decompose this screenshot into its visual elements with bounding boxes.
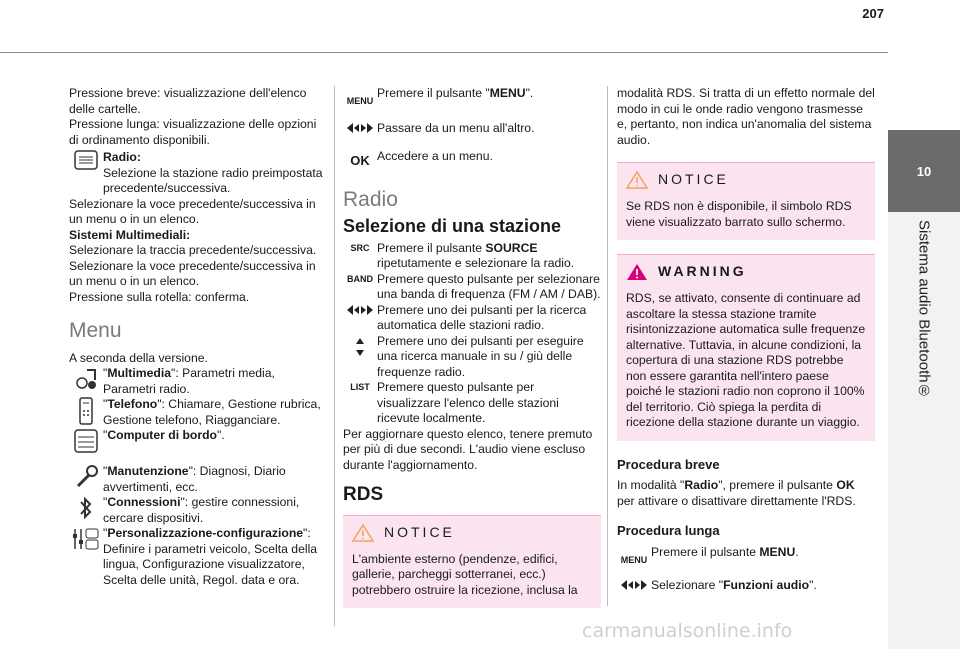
computer-label: Computer di bordo: [107, 428, 218, 442]
chapter-title: Sistema audio Bluetooth®: [915, 220, 933, 400]
manut-text: : Diagnosi, Diario avvertimenti, ecc.: [103, 464, 286, 494]
bluetooth-icon: [69, 495, 103, 521]
pers-text: : Definire i parametri veicolo, Scelta della lingua, Configurazione visualizzatore, Scelta delle unità, Regol. data e ora.: [103, 526, 318, 587]
multimedia-icon: [69, 366, 103, 392]
list-text: Premere questo pulsante per visualizzare l'elenco delle stazioni ricevute localmente.: [377, 380, 559, 425]
wheel-text: Pressione sulla rotella: conferma.: [69, 289, 250, 304]
seek-arrows-icon: [343, 303, 377, 317]
arrows-left-right-icon-2: [617, 578, 651, 592]
notice-text: L'ambiente esterno (pendenze, edifici, gallerie, parcheggi sotterranei, ecc.) potrebbero ostruire la ricezione, inclusa la: [352, 551, 578, 597]
menu-heading: Menu: [69, 319, 122, 342]
telefono-label: Telefono: [107, 397, 158, 411]
up-down-arrows-icon: [343, 334, 377, 360]
short-bold-1: Radio: [684, 478, 719, 492]
short-bold-2: OK: [836, 478, 855, 492]
src-bold: SOURCE: [485, 240, 538, 255]
warning-label: WARNING: [658, 263, 747, 280]
intro-long: Pressione lunga: visualizzazione delle opzioni di ordinamento disponibili.: [69, 117, 317, 147]
menu-button-icon-2: MENU: [620, 554, 648, 565]
short-text-a: In modalità ": [617, 478, 685, 492]
manut-label: Manutenzione: [107, 464, 189, 478]
rds-heading: RDS: [343, 484, 384, 505]
long-text-a: Premere il pulsante: [651, 544, 760, 559]
long-sel-b: ".: [809, 577, 817, 592]
radio-heading: Radio: [343, 187, 398, 211]
radio-label: Radio:: [103, 150, 141, 164]
multimedia-label: Multimedia: [107, 366, 171, 380]
phone-icon: [69, 397, 103, 425]
long-sel-bold: Funzioni audio: [723, 577, 810, 592]
multimedia-text: : Parametri media, Parametri radio.: [103, 366, 275, 396]
notice-box: [343, 515, 601, 609]
media-text: Selezionare la traccia precedente/successiva.: [69, 243, 317, 257]
long-bold: MENU: [759, 544, 796, 559]
menu-intro: A seconda della versione.: [69, 350, 208, 365]
wrench-icon: [69, 464, 103, 490]
band-button-icon: BAND: [347, 273, 373, 284]
pers-label: Personalizzazione-configurazione: [107, 526, 304, 540]
band-text: Premere questo pulsante per selezionare una banda di frequenza (FM / AM / DAB).: [377, 271, 601, 301]
notice-warning-icon: [352, 524, 374, 542]
settings-icon: [69, 526, 103, 552]
chapter-tab[interactable]: 10: [888, 130, 960, 212]
radio-text-2: Selezionare la voce precedente/successiva in un menu o in un elenco.: [69, 196, 316, 226]
list-button-icon: LIST: [350, 382, 370, 392]
telefono-text: : Chiamare, Gestione rubrica, Gestione telefono, Riagganciare.: [103, 397, 321, 427]
short-text-b: ", premere il pulsante: [718, 478, 837, 492]
header-rule: [0, 52, 888, 53]
pass-text: Passare da un menu all'altro.: [377, 121, 535, 135]
column-3: [617, 86, 875, 593]
watermark: carmanualsonline.info: [582, 620, 793, 642]
notice-text-2: Se RDS non è disponibile, il simbolo RDS viene visualizzato barrato sullo schermo.: [626, 199, 852, 229]
short-text-c: per attivare o disattivare direttamente l'RDS.: [617, 493, 856, 508]
src-text-b: ripetutamente e selezionare la radio.: [377, 256, 575, 270]
column-1: Pressione breve: visualizzazione dell'elenco delle cartelle. Pressione lunga: visualizzazione delle opzioni di ordinamento disponibili. Radio: Selezione la stazione radio preimpostata precedente/successiva. Selezionare la voce precedente/successiva in un menu o in un elenco. Sistemi Multimediali: Selezionare la traccia precedente/successiva. Selezionare la voce precedente/successiva in un menu o in un elenco. Pressione sulla rotella: conferma. Menu A seconda della versione. "Multimedia": Parametri media, Parametri radio. "Telefono": Chiamare, Gestione rubrica, Gestione telefono, Riagganciare. "Computer di bordo". "Manutenzione": Diagnosi, Diario avvertimenti, ecc. "Connessioni": gestire connessioni, cercare dispositivi. "Personalizzazione-configurazione": Definire i parametri veicolo, Scelta della lingua, Configurazione visualizzatore, Scelta delle unità, Regol. data e ora.: [69, 86, 327, 588]
src-text-a: Premere il pulsante: [377, 240, 486, 255]
conn-text: : gestire connessioni, cercare dispositivi.: [103, 495, 300, 525]
media-text-2: Selezionare la voce precedente/successiva in un menu o in un elenco.: [69, 258, 316, 288]
long-text-b: .: [795, 544, 799, 559]
menu-button-icon: MENU: [346, 96, 374, 106]
column-divider-2: [607, 86, 608, 606]
media-label: Sistemi Multimediali:: [69, 227, 191, 242]
short-procedure-heading: Procedura breve: [617, 456, 720, 472]
list-icon: [69, 150, 103, 170]
warning-text: RDS, se attivato, consente di continuare ad ascoltare la stessa stazione tramite risintonizzazione automatica sulle frequenze alternative. Tuttavia, in alcune condizioni, la copertura di una stazione RDS potrebbe non essere garantita nell'intero paese poiché le stazioni radio non coprono il 100% del territorio. Ciò spiega la perdita di ricezione della stazione durante un viaggio.: [626, 291, 866, 429]
rds-continued-text: modalità RDS. Si tratta di un effetto normale del modo in cui le onde radio vengono trasmesse e, pertanto, non indica un'anomalia del sistema audio.: [617, 86, 875, 147]
long-sel-a: Selezionare ": [651, 577, 724, 592]
chapter-sidebar: [888, 212, 960, 649]
intro-short: Pressione breve: visualizzazione dell'elenco delle cartelle.: [69, 86, 307, 116]
menu-btn-text-a: Premere il pulsante ": [377, 86, 490, 100]
notice-box-2: [617, 162, 875, 240]
radio-text: Selezione la stazione radio preimpostata precedente/successiva.: [103, 165, 323, 195]
arrows-left-right-icon: [343, 121, 377, 135]
column-2: [343, 86, 601, 620]
computer-text: .: [221, 428, 225, 442]
notice-label: NOTICE: [384, 523, 455, 540]
page-number: 207: [862, 6, 884, 21]
warning-box: [617, 254, 875, 441]
notice-label-2: NOTICE: [658, 171, 729, 188]
station-selection-heading: Selezione di una stazione: [343, 216, 562, 236]
update-text: Per aggiornare questo elenco, tenere premuto per più di due secondi. L'audio viene escluso durante l'aggiornamento.: [343, 426, 593, 472]
long-procedure-heading: Procedura lunga: [617, 523, 720, 538]
menu-btn-text-b: ".: [525, 86, 534, 100]
ok-text: Accedere a un menu.: [377, 148, 493, 163]
manual-text: Premere uno dei pulsanti per eseguire una ricerca manuale in su / giù delle frequenze radio.: [377, 333, 584, 379]
seek-text: Premere uno dei pulsanti per la ricerca automatica delle stazioni radio.: [377, 302, 587, 332]
notice-warning-icon: [626, 171, 648, 189]
trip-computer-icon: [69, 428, 103, 454]
conn-label: Connessioni: [107, 495, 181, 509]
src-button-icon: SRC: [350, 242, 370, 253]
menu-btn-bold: MENU: [489, 86, 526, 100]
column-divider-1: [334, 86, 335, 626]
ok-button-icon: OK: [350, 152, 370, 168]
warning-icon: [626, 263, 648, 281]
